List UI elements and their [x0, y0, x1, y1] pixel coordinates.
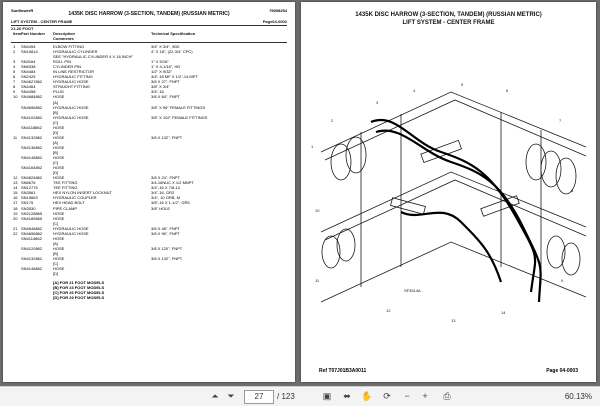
cell-desc: ELBOW FITTING [53, 44, 85, 49]
cell-desc: CYLINDER PIN [53, 64, 82, 70]
cell-spec: 3/4"-16 X 7/8-14 [151, 185, 180, 191]
cell-desc: [D] [53, 271, 59, 277]
cell-desc: HYDRAULIC FITTING [53, 74, 93, 80]
fit-width-icon[interactable]: ⬌ [343, 391, 351, 401]
cell-item: 12 [13, 175, 18, 181]
right-page-subtitle: LIFT SYSTEM - CENTER FRAME [402, 20, 495, 26]
cell-desc: HYDRAULIC COUPLER [53, 195, 97, 201]
cell-spec: 3/8" X 102" FEMALE FITTINGS [151, 114, 208, 120]
cell-item: 11 [13, 134, 18, 140]
total-pages: / 123 [277, 392, 295, 401]
cell-item: 5 [13, 69, 16, 75]
svg-text:8: 8 [571, 188, 574, 193]
cell-item: 18 [13, 205, 18, 211]
svg-text:14: 14 [501, 310, 506, 315]
cell-desc: STRAIGHT FITTING [53, 84, 90, 90]
cell-item: 16 [13, 195, 18, 201]
cell-item: 15 [13, 190, 18, 196]
cell-part: SN4132862 [21, 134, 43, 140]
print-icon[interactable]: ⎙ [443, 391, 451, 401]
cell-part: SN12775 [21, 185, 38, 191]
svg-text:6: 6 [506, 88, 509, 93]
svg-text:5: 5 [461, 82, 464, 87]
cell-part: SN4102862 [21, 114, 43, 120]
cell-desc: HYDRAULIC HOSE [53, 79, 89, 85]
fit-page-icon[interactable]: ▣ [322, 391, 332, 401]
model-note-text: [B] FOR 23 FOOT MODELS [53, 285, 105, 291]
zoom-out-icon[interactable]: − [404, 391, 410, 401]
cell-desc: HEX HEAD BOLT [53, 200, 85, 206]
cell-part: SN4627862 [21, 79, 43, 85]
cell-part: SN4696862 [21, 104, 43, 110]
cell-part: SN175 [21, 200, 34, 206]
cell-desc: HYDRAULIC HOSE [53, 225, 89, 231]
cell-desc: [C] [53, 220, 59, 226]
col-comments: Comments [53, 36, 74, 41]
cell-part: SN4189865 [21, 215, 43, 221]
cell-spec: 3/4"-16 [151, 89, 164, 95]
cell-item: 22 [13, 230, 18, 236]
cell-part: SN3530 [21, 205, 36, 211]
divider [11, 42, 287, 43]
cell-spec: 3/8 X 96", FNPT [151, 230, 180, 236]
cell-item: 14 [13, 185, 18, 191]
cell-part: SN6676 [21, 180, 36, 186]
cell-spec: 3/4" X 3/4", 90D [151, 44, 180, 49]
cell-part: SN3164 [21, 59, 36, 65]
page-number-input[interactable]: 27 [244, 390, 274, 404]
cell-desc: HYDRAULIC HOSE [53, 230, 89, 236]
page-number-right: Page 04-0003 [546, 368, 578, 374]
model-note-text: [D] FOR 29 FOOT MODELS [53, 295, 105, 301]
cell-spec: 1" X 5/16" [151, 59, 169, 65]
cell-part: SN4132862 [21, 255, 43, 261]
cell-desc: HOSE [53, 235, 65, 241]
cell-part: SN4624862 [21, 175, 43, 181]
cell-item: 3 [13, 59, 16, 65]
cell-item: 17 [13, 200, 18, 206]
svg-text:9: 9 [561, 278, 564, 283]
parts-table [11, 44, 287, 276]
cell-part: SN4464 [21, 84, 36, 90]
svg-text:10: 10 [315, 208, 320, 213]
cell-spec: 3/4-16NUC X 1/2 MNPT [151, 180, 194, 186]
cell-item: 21 [13, 225, 18, 231]
cell-desc: HOSE [53, 134, 65, 140]
cell-desc: HOSE [53, 266, 65, 272]
cell-desc: SEE "HYDRAULIC CYLINDER 4 X 18 INCH" [53, 54, 133, 60]
cell-desc: TEE FITTING [53, 180, 78, 186]
cell-desc: [A] [53, 139, 58, 145]
cell-desc: HOSE [53, 215, 65, 221]
cell-desc: HEX NYLON INSERT LOCKNUT [53, 190, 112, 196]
cell-desc: [D] [53, 129, 59, 135]
rotate-icon[interactable]: ⟳ [383, 391, 391, 401]
cell-spec: 3/8 X 132", FNPT [151, 134, 183, 140]
cell-spec: 3/8 X 120", FNPT [151, 245, 183, 251]
cell-spec: 3/8" X 3/4" [151, 84, 170, 90]
cell-part: SN10814 [21, 49, 38, 55]
cell-part: SN4458 [21, 89, 36, 95]
cell-desc: HYDRAULIC HOSE [53, 114, 89, 120]
cell-desc: HYDRAULIC CYLINDER [53, 49, 98, 55]
cell-desc: ROLL PIN [53, 59, 72, 65]
zoom-level[interactable]: 60.13% [564, 392, 592, 401]
cell-desc: [B] [53, 109, 58, 115]
hand-icon[interactable]: ✋ [361, 391, 373, 401]
cell-desc: [C] [53, 261, 59, 267]
svg-text:13: 13 [451, 318, 456, 323]
cell-spec: 3/8" HOLE [151, 205, 170, 211]
cell-desc: [D] [53, 170, 59, 176]
cell-part: SN4148862 [21, 266, 43, 272]
right-page-title: 1435K DISC HARROW (3-SECTION, TANDEM) (RUSSIAN METRIC) [355, 12, 542, 18]
diagram-page [301, 2, 596, 382]
cell-item: 4 [13, 64, 16, 70]
cell-spec: 3/4", 10 ORB, M [151, 195, 180, 201]
cell-spec: 1/2" X 9/32" [151, 69, 173, 75]
cell-desc: PLUG [53, 89, 64, 95]
cell-item: 9 [13, 89, 16, 95]
svg-text:3: 3 [376, 100, 379, 105]
cell-part: SN8338 [21, 64, 36, 70]
col-spec: Technical Specification [151, 31, 196, 36]
parts-list-page [3, 2, 295, 382]
cell-desc: IN LINE RESTRICTOR [53, 69, 95, 75]
table-row [11, 271, 287, 276]
cell-spec: 3/8 X 84", FNPT [151, 94, 180, 100]
cell-item: 2 [13, 49, 16, 55]
cell-spec: 1" X 4-1/16", HD [151, 64, 181, 70]
cell-item: 6 [13, 74, 16, 80]
pdf-toolbar [0, 386, 600, 406]
cell-desc: [B] [53, 149, 58, 155]
cell-spec: 4" X 18", (22-3/4" CPC) [151, 49, 193, 55]
cell-desc: HOSE [53, 94, 65, 100]
cell-part: SN4648862 [21, 225, 43, 231]
cell-desc: HOSE [53, 245, 65, 251]
col-item: Item [13, 31, 22, 36]
model-note-text: [C] FOR 26 FOOT MODELS [53, 290, 105, 296]
cell-desc: HOSE [53, 165, 65, 171]
col-part: Part Number [21, 31, 46, 36]
cell-desc: [A] [53, 99, 58, 105]
cell-part: SN3561 [21, 190, 36, 196]
cell-item: 10 [13, 94, 18, 100]
svg-text:2: 2 [331, 118, 334, 123]
cell-item: 20 [13, 215, 18, 221]
cell-spec: 3/8" X 96" FEMALE FITTINGS [151, 104, 206, 110]
cell-part: SN4136862 [21, 144, 43, 150]
model-note-text: [A] FOR 21 FOOT MODELS [53, 280, 105, 285]
cell-desc: [C] [53, 119, 59, 125]
col-desc: Description [53, 31, 76, 36]
cell-part: SN15663 [21, 195, 38, 201]
cell-spec: 3/8 X 132", FNPT [151, 255, 183, 261]
cell-desc: TEE FITTING [53, 185, 78, 191]
cell-item: 1 [13, 44, 16, 49]
cell-desc: HOSE [53, 210, 65, 216]
svg-text:4: 4 [413, 88, 416, 93]
size-label: 21-26 FOOT [11, 26, 34, 31]
cell-desc: [C] [53, 160, 59, 166]
cell-part: SN2425 [21, 74, 36, 80]
svg-text:1: 1 [311, 144, 314, 149]
cell-part: SN4148862 [21, 155, 43, 161]
cell-part: SN4118862 [21, 124, 42, 130]
cell-spec: 3/4"-16 MF X 1/2"-14 MPT [151, 74, 198, 80]
cell-desc: HOSE [53, 175, 65, 181]
cell-part: SN4696862 [21, 230, 43, 236]
cell-desc: HOSE [53, 255, 65, 261]
cell-spec: 3/8 X 27", FNPT [151, 79, 180, 85]
cell-desc: PIPE CLAMP [53, 205, 78, 211]
cell-part: SN4684862 [21, 94, 43, 100]
document-number: 79008254 [269, 8, 287, 13]
page-number-left: Page04-0002 [262, 19, 287, 24]
cell-desc: [A] [53, 240, 58, 246]
cell-desc: HOSE [53, 144, 65, 150]
model-note [11, 295, 287, 300]
figure-code: SF3514A [404, 288, 421, 293]
svg-text:11: 11 [315, 278, 320, 283]
zoom-in-icon[interactable]: + [422, 391, 428, 401]
cell-part: SN4484 [21, 69, 36, 75]
cell-item: 7 [13, 79, 16, 85]
cell-spec: 3/8 X 48", FNPT [151, 225, 180, 231]
exploded-diagram [301, 52, 596, 352]
cell-spec: 3/8 X 24", FNPT [151, 175, 180, 181]
svg-text:7: 7 [559, 118, 562, 123]
cell-part: SN4120862 [21, 245, 43, 251]
cell-item: 8 [13, 84, 16, 90]
reference-code: Ref T07J01B3A0011 [319, 368, 367, 374]
cell-desc: HYDRAULIC HOSE [53, 104, 89, 110]
cell-desc: HOSE [53, 155, 65, 161]
column-headers [11, 31, 287, 42]
cell-desc: HOSE [53, 124, 65, 130]
model-legend [11, 280, 287, 300]
cell-desc: [B] [53, 250, 58, 256]
cell-item: 13 [13, 180, 18, 186]
brand-logo: SunflowerR [11, 8, 34, 13]
svg-text:12: 12 [386, 308, 391, 313]
cell-spec: 3/8"-16 X 1-1/2", GR5 [151, 200, 190, 206]
cell-spec: 3/4"-16, GR2 [151, 190, 175, 196]
next-page-icon[interactable]: ⏷ [227, 391, 235, 401]
cell-part: SN2128865 [21, 210, 43, 216]
cell-part: SN4114862 [21, 235, 42, 241]
previous-page-icon[interactable]: ⏶ [211, 391, 219, 401]
cell-part: SN4454 [21, 44, 36, 49]
cell-item: 19 [13, 210, 18, 216]
left-page-title: 1435K DISC HARROW (3-SECTION, TANDEM) (RUSSIAN METRIC) [68, 11, 230, 17]
cell-part: SN4164862 [21, 165, 43, 171]
section-name: LIFT SYSTEM - CENTER FRAME [11, 19, 73, 24]
